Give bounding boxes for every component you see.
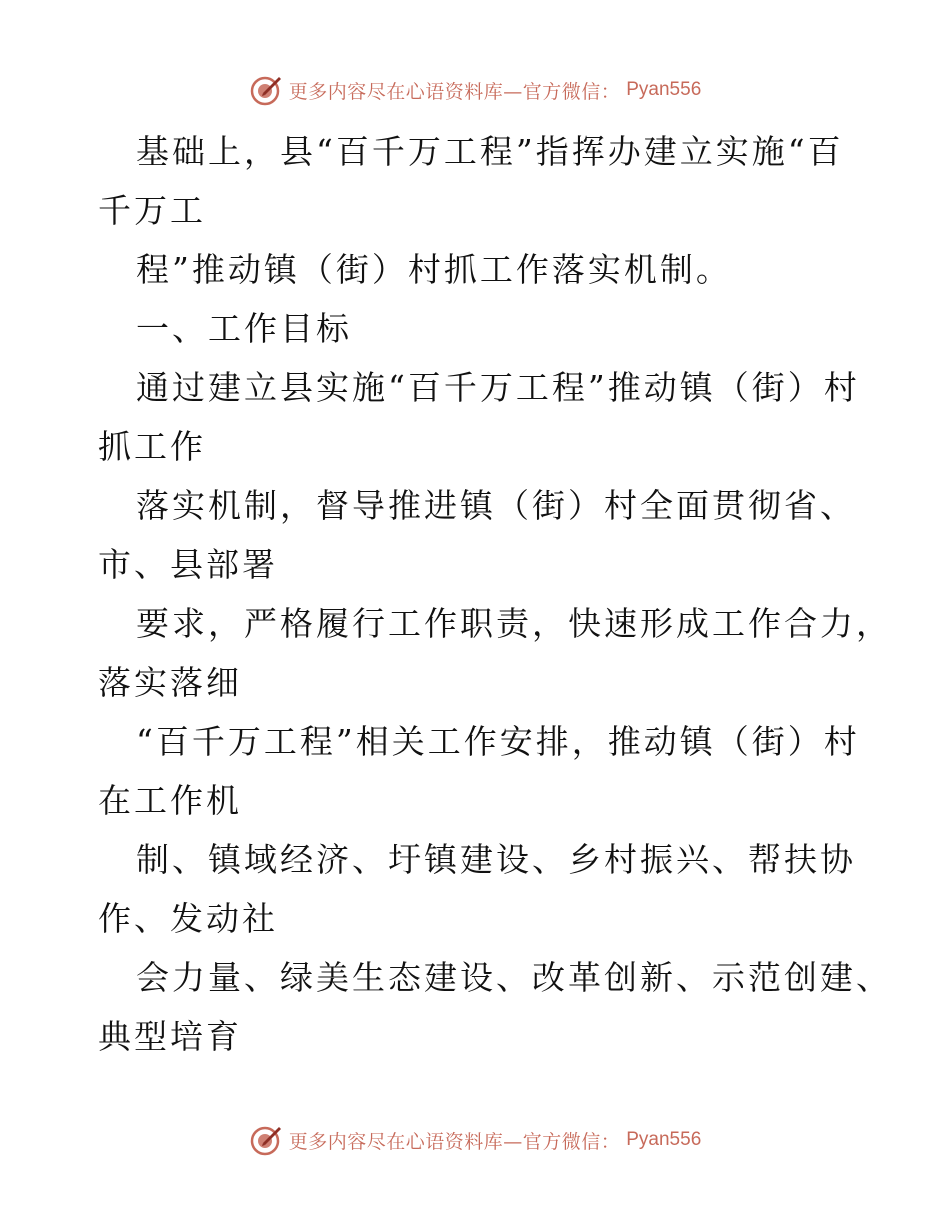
body-line: 程”推动镇（街）村抓工作落实机制。 [136,250,732,289]
header-watermark [0,70,950,110]
footer-watermark [0,1120,950,1160]
body-line: 落实机制，督导推进镇（街）村全面贯彻省、 [136,486,856,525]
body-line: 制、镇域经济、圩镇建设、乡村振兴、帮扶协 [136,840,856,879]
watermark-text: 更多内容尽在心语资料库—官方微信： [288,1130,621,1153]
watermark-wechat-id: Pyan556 [626,79,702,100]
body-text [98,122,892,1066]
watermark-wechat-id: Pyan556 [626,1129,702,1150]
body-line: 千万工 [98,191,206,230]
body-line: 市、县部署 [98,545,278,584]
pen-logo-icon [249,1123,283,1157]
watermark-text: 更多内容尽在心语资料库—官方微信： [288,80,621,103]
body-line: 会力量、绿美生态建设、改革创新、示范创建、 [136,958,892,997]
body-line: 通过建立县实施“百千万工程”推动镇（街）村 [136,368,860,407]
body-line: 作、发动社 [98,899,278,938]
body-line: 基础上，县“百千万工程”指挥办建立实施“百 [136,132,844,171]
body-line: 落实落细 [98,663,242,702]
body-line: 要求，严格履行工作职责，快速形成工作合力， [136,604,892,643]
body-line: 抓工作 [98,427,206,466]
body-line: 典型培育 [98,1017,242,1056]
section-heading: 一、工作目标 [136,309,352,348]
pen-logo-icon [249,73,283,107]
body-line: “百千万工程”相关工作安排，推动镇（街）村 [136,722,860,761]
body-line: 在工作机 [98,781,242,820]
